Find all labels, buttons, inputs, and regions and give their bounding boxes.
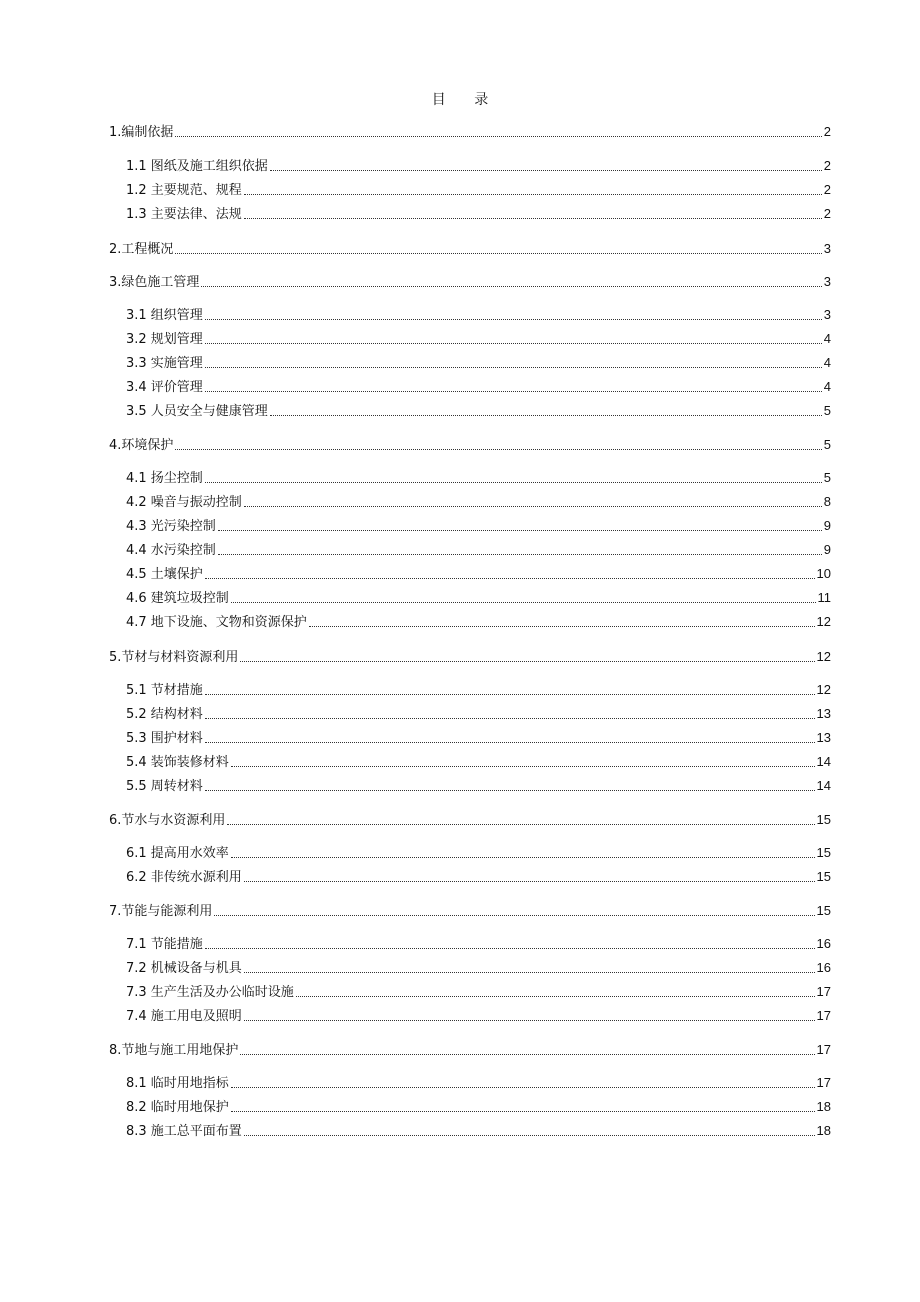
toc-entry-page-number: 12	[816, 614, 831, 629]
toc-entry[interactable]	[126, 868, 831, 886]
toc-entry[interactable]	[126, 378, 831, 396]
toc-entry-page-number: 17	[816, 1075, 831, 1090]
toc-entry[interactable]	[126, 844, 831, 862]
toc-entry-page-number: 17	[816, 1042, 831, 1057]
toc-entry[interactable]	[126, 1007, 831, 1025]
toc-entry-page-number: 3	[823, 274, 831, 289]
toc-leader-dots	[205, 789, 815, 791]
toc-entry-page-number: 9	[823, 518, 831, 533]
toc-entry[interactable]	[126, 935, 831, 953]
toc-entry-label: 4.5 土壤保护	[126, 567, 203, 582]
toc-leader-dots	[296, 995, 815, 997]
toc-leader-dots	[205, 366, 822, 368]
toc-entry[interactable]	[126, 354, 831, 372]
toc-entry-label: 4.6 建筑垃圾控制	[126, 591, 229, 606]
toc-leader-dots	[175, 135, 821, 137]
toc-entry-label: 1.1 图纸及施工组织依据	[126, 159, 268, 174]
toc-entry[interactable]	[126, 777, 831, 795]
toc-entry-page-number: 5	[823, 437, 831, 452]
toc-entry[interactable]	[109, 1041, 831, 1059]
toc-entry-label: 7.3 生产生活及办公临时设施	[126, 985, 294, 1000]
toc-entry[interactable]	[126, 1122, 831, 1140]
toc-entry-label: 6.节水与水资源利用	[109, 813, 226, 828]
toc-entry-page-number: 17	[816, 1008, 831, 1023]
toc-leader-dots	[231, 601, 816, 603]
toc-entry-label: 4.7 地下设施、文物和资源保护	[126, 615, 307, 630]
toc-leader-dots	[244, 1134, 815, 1136]
toc-entry-label: 3.4 评价管理	[126, 380, 203, 395]
toc-leader-dots	[240, 660, 814, 662]
toc-entry-label: 5.5 周转材料	[126, 779, 203, 794]
toc-entry-label: 7.1 节能措施	[126, 937, 203, 952]
toc-entry-page-number: 13	[816, 730, 831, 745]
toc-entry[interactable]	[126, 613, 831, 631]
toc-entry[interactable]	[109, 902, 831, 920]
toc-entry-page-number: 15	[816, 903, 831, 918]
toc-entry[interactable]	[126, 1098, 831, 1116]
toc-leader-dots	[270, 414, 822, 416]
toc-entry-page-number: 3	[823, 241, 831, 256]
toc-entry-page-number: 16	[816, 960, 831, 975]
toc-leader-dots	[231, 765, 815, 767]
toc-leader-dots	[244, 193, 822, 195]
toc-leader-dots	[205, 318, 822, 320]
toc-entry-label: 7.节能与能源利用	[109, 904, 213, 919]
toc-leader-dots	[231, 1110, 815, 1112]
toc-entry[interactable]	[126, 517, 831, 535]
toc-entry-label: 4.2 噪音与振动控制	[126, 495, 242, 510]
toc-entry-label: 4.3 光污染控制	[126, 519, 216, 534]
toc-entry-page-number: 11	[817, 590, 831, 605]
toc-entry[interactable]	[126, 181, 831, 199]
toc-entry-label: 1.编制依据	[109, 125, 174, 140]
toc-entry[interactable]	[126, 959, 831, 977]
toc-leader-dots	[205, 342, 822, 344]
toc-entry-label: 4.环境保护	[109, 438, 174, 453]
toc-entry-page-number: 15	[816, 812, 831, 827]
toc-entry[interactable]	[126, 729, 831, 747]
toc-entry[interactable]	[109, 811, 831, 829]
toc-leader-dots	[175, 252, 821, 254]
toc-entry[interactable]	[126, 541, 831, 559]
toc-leader-dots	[244, 880, 815, 882]
toc-entry-page-number: 2	[823, 124, 831, 139]
toc-entry[interactable]	[109, 648, 831, 666]
toc-entry-label: 4.4 水污染控制	[126, 543, 216, 558]
toc-entry-page-number: 4	[823, 331, 831, 346]
toc-entry-label: 3.3 实施管理	[126, 356, 203, 371]
toc-leader-dots	[244, 217, 822, 219]
toc-entry[interactable]	[126, 681, 831, 699]
toc-leader-dots	[205, 577, 815, 579]
toc-title: 目 录	[431, 92, 501, 108]
toc-entry[interactable]	[109, 273, 831, 291]
toc-entry-label: 3.5 人员安全与健康管理	[126, 404, 268, 419]
toc-leader-dots	[214, 914, 814, 916]
toc-entry-label: 5.3 围护材料	[126, 731, 203, 746]
toc-entry-page-number: 12	[816, 682, 831, 697]
toc-entry-label: 4.1 扬尘控制	[126, 471, 203, 486]
toc-entry-label: 8.2 临时用地保护	[126, 1100, 229, 1115]
toc-leader-dots	[205, 717, 815, 719]
toc-entry-page-number: 2	[823, 158, 831, 173]
toc-entry-label: 8.1 临时用地指标	[126, 1076, 229, 1091]
toc-entry[interactable]	[109, 436, 831, 454]
toc-entry-page-number: 2	[823, 182, 831, 197]
toc-entry-label: 5.节材与材料资源利用	[109, 650, 239, 665]
toc-leader-dots	[231, 856, 815, 858]
toc-entry[interactable]	[126, 589, 831, 607]
toc-entry-label: 1.3 主要法律、法规	[126, 207, 242, 222]
toc-entry-label: 1.2 主要规范、规程	[126, 183, 242, 198]
toc-entry-label: 8.节地与施工用地保护	[109, 1043, 239, 1058]
toc-leader-dots	[201, 285, 821, 287]
toc-entry-page-number: 3	[823, 307, 831, 322]
toc-entry-page-number: 4	[823, 379, 831, 394]
toc-leader-dots	[231, 1086, 815, 1088]
toc-leader-dots	[227, 823, 814, 825]
toc-entry-page-number: 16	[816, 936, 831, 951]
toc-entry[interactable]	[109, 240, 831, 258]
toc-entry[interactable]	[126, 705, 831, 723]
toc-entry-page-number: 17	[816, 984, 831, 999]
toc-entry-label: 3.绿色施工管理	[109, 275, 200, 290]
toc-leader-dots	[175, 448, 821, 450]
toc-entry-label: 8.3 施工总平面布置	[126, 1124, 242, 1139]
toc-entry[interactable]	[126, 205, 831, 223]
toc-leader-dots	[205, 947, 815, 949]
toc-leader-dots	[244, 505, 822, 507]
toc-entry[interactable]	[126, 157, 831, 175]
toc-entry-page-number: 10	[816, 566, 831, 581]
toc-leader-dots	[244, 971, 815, 973]
toc-entry-page-number: 14	[816, 754, 831, 769]
toc-leader-dots	[218, 529, 822, 531]
toc-leader-dots	[205, 741, 815, 743]
toc-leader-dots	[309, 625, 815, 627]
toc-entry-label: 5.2 结构材料	[126, 707, 203, 722]
toc-entry-page-number: 14	[816, 778, 831, 793]
toc-leader-dots	[218, 553, 822, 555]
toc-leader-dots	[270, 169, 822, 171]
toc-entry[interactable]	[126, 469, 831, 487]
toc-entry-page-number: 5	[823, 403, 831, 418]
toc-entry-page-number: 13	[816, 706, 831, 721]
toc-entry-page-number: 2	[823, 206, 831, 221]
toc-entry-page-number: 18	[816, 1123, 831, 1138]
toc-entry[interactable]	[126, 493, 831, 511]
toc-leader-dots	[205, 390, 822, 392]
toc-entry-label: 7.4 施工用电及照明	[126, 1009, 242, 1024]
toc-entry-label: 2.工程概况	[109, 242, 174, 257]
toc-entry[interactable]	[126, 565, 831, 583]
toc-entry-label: 6.2 非传统水源利用	[126, 870, 242, 885]
toc-entry-page-number: 8	[823, 494, 831, 509]
toc-leader-dots	[205, 693, 815, 695]
toc-entry-label: 3.1 组织管理	[126, 308, 203, 323]
toc-entry-page-number: 15	[816, 845, 831, 860]
toc-entry[interactable]	[126, 330, 831, 348]
toc-entry[interactable]	[126, 306, 831, 324]
toc-entry-label: 5.4 装饰装修材料	[126, 755, 229, 770]
toc-entry[interactable]	[126, 402, 831, 420]
toc-entry-page-number: 5	[823, 470, 831, 485]
toc-leader-dots	[205, 481, 822, 483]
toc-entry[interactable]	[126, 983, 831, 1001]
toc-entry[interactable]	[126, 753, 831, 771]
toc-entry-label: 6.1 提高用水效率	[126, 846, 229, 861]
toc-leader-dots	[244, 1019, 815, 1021]
toc-entry-page-number: 9	[823, 542, 831, 557]
toc-leader-dots	[240, 1053, 814, 1055]
toc-entry-label: 5.1 节材措施	[126, 683, 203, 698]
toc-entry-label: 7.2 机械设备与机具	[126, 961, 242, 976]
toc-entry-page-number: 4	[823, 355, 831, 370]
toc-entry-label: 3.2 规划管理	[126, 332, 203, 347]
toc-entry-page-number: 15	[816, 869, 831, 884]
toc-entry-page-number: 18	[816, 1099, 831, 1114]
toc-entry-page-number: 12	[816, 649, 831, 664]
toc-entry[interactable]	[126, 1074, 831, 1092]
toc-entry[interactable]	[109, 123, 831, 141]
